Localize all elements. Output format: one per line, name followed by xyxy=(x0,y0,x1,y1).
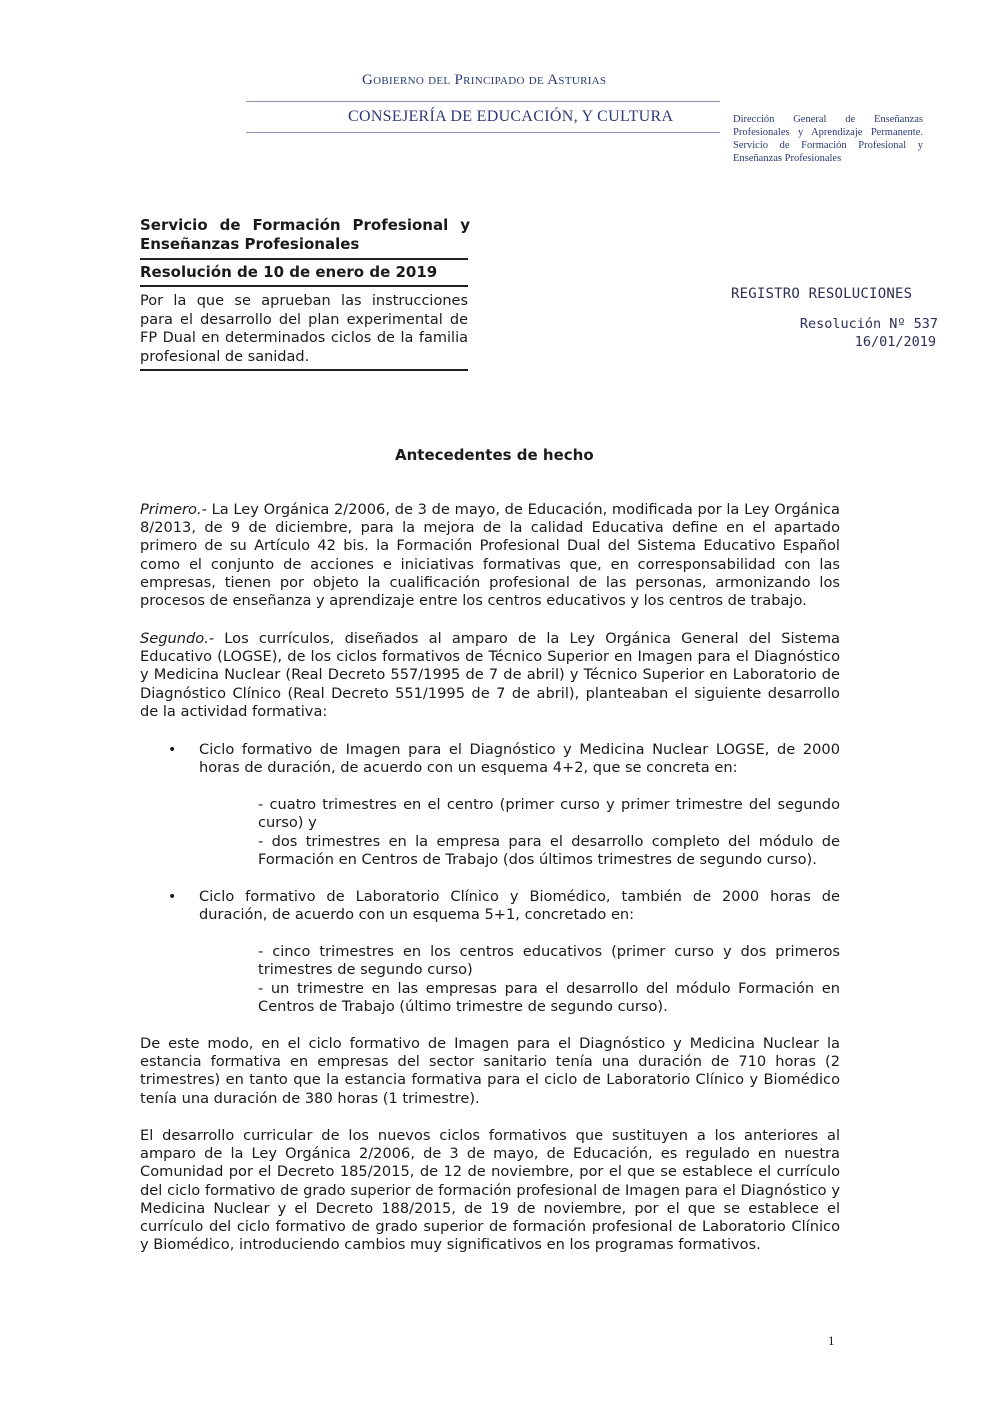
servicio-title: Servicio de Formación Profesional y Enseñanzas Profesionales xyxy=(140,216,470,253)
segundo-text: - Los currículos, diseñados al amparo de la Ley Orgánica General del Sistema Educativo (LOGSE), de los ciclos formativos de Técnico Superior en Imagen para el Diagnóstico y Medicina Nuclear (Real Decreto 557/1995 de 7 de abril) y Técnico Superior en Laboratorio de Diagnóstico Clínico (Real Decreto 551/1995 de 7 de abril), planteaban el siguiente desarrollo de la actividad formativa: xyxy=(140,630,840,720)
primero-label: Primero. xyxy=(140,501,202,518)
bullet-item-imagen: Ciclo formativo de Imagen para el Diagnóstico y Medicina Nuclear LOGSE, de 2000 horas de duración, de acuerdo con un esquema 4+2, que se concreta en: xyxy=(199,741,840,777)
bullet-subitem: - cinco trimestres en los centros educativos (primer curso y dos primeros trimestres de segundo curso) xyxy=(258,943,840,979)
letterhead-divider-bottom xyxy=(246,132,720,133)
primero-text: - La Ley Orgánica 2/2006, de 3 de mayo, de Educación, modificada por la Ley Orgánica 8/2013, de 9 de diciembre, para la mejora de la calidad Educativa define en el apartado primero de su Artículo 42 bis. la Formación Profesional Dual del Sistema Educativo Español como el conjunto de acciones e iniciativas formativas que, en corresponsabilidad con las empresas, tienen por objeto la cualificación profesional de las personas, armonizando los procesos de enseñanza y aprendizaje entre los centros educativos y los centros de trabajo. xyxy=(140,501,840,610)
letterhead-direccion: Dirección General de Enseñanzas Profesionales y Aprendizaje Permanente. Servicio de Formación Profesional y Enseñanzas Profesionales xyxy=(733,114,923,164)
paragraph-primero xyxy=(140,501,840,610)
header-rule-3 xyxy=(140,369,468,371)
section-heading: Antecedentes de hecho xyxy=(395,446,594,464)
segundo-label: Segundo. xyxy=(140,630,209,647)
bullet-marker: • xyxy=(168,889,177,905)
stamp-number: Resolución Nº 537 xyxy=(799,316,938,332)
bullet-marker: • xyxy=(168,742,177,758)
paragraph-desarrollo-curricular: El desarrollo curricular de los nuevos ciclos formativos que sustituyen a los anteriores al amparo de la Ley Orgánica 2/2006, de 3 de mayo, de Educación, es regulado en nuestra Comunidad por el Decreto 185/2015, de 12 de noviembre, por el que se establece el currículo del ciclo formativo de grado superior de formación profesional de Imagen para el Diagnóstico y Medicina Nuclear y el Decreto 188/2015, de 19 de noviembre, por el que se establece el currículo del ciclo formativo de grado superior de formación profesional de Laboratorio Clínico y Biomédico, introduciendo cambios muy significativos en los programas formativos. xyxy=(140,1127,840,1254)
letterhead-consejeria: CONSEJERÍA DE EDUCACIÓN, Y CULTURA xyxy=(348,108,674,125)
letterhead-gobierno: Gobierno del Principado de Asturias xyxy=(362,72,607,88)
bullet-subitem: - un trimestre en las empresas para el desarrollo del módulo Formación en Centros de Trabajo (último trimestre de segundo curso). xyxy=(258,980,840,1016)
letterhead-divider-top xyxy=(246,101,720,102)
resolucion-description: Por la que se aprueban las instrucciones para el desarrollo del plan experimental de FP Dual en determinados ciclos de la familia profesional de sanidad. xyxy=(140,293,468,365)
bullet-subitem: - dos trimestres en la empresa para el desarrollo completo del módulo de Formación en Centros de Trabajo (dos últimos trimestres de segundo curso). xyxy=(258,833,840,869)
header-rule-1 xyxy=(140,258,468,260)
stamp-date: 16/01/2019 xyxy=(854,334,936,350)
resolucion-title: Resolución de 10 de enero de 2019 xyxy=(140,263,438,281)
bullet-subitem: - cuatro trimestres en el centro (primer curso y primer trimestre del segundo curso) y xyxy=(258,796,840,832)
bullet-item-laboratorio: Ciclo formativo de Laboratorio Clínico y Biomédico, también de 2000 horas de duración, de acuerdo con un esquema 5+1, concretado en: xyxy=(199,888,840,924)
stamp-title: REGISTRO RESOLUCIONES xyxy=(731,286,913,302)
page-number: 1 xyxy=(828,1333,835,1348)
header-rule-2 xyxy=(140,285,468,287)
paragraph-de-este-modo: De este modo, en el ciclo formativo de Imagen para el Diagnóstico y Medicina Nuclear la estancia formativa en empresas del sector sanitario tenía una duración de 710 horas (2 trimestres) en tanto que la estancia formativa para el ciclo de Laboratorio Clínico y Biomédico tenía una duración de 380 horas (1 trimestre). xyxy=(140,1035,840,1107)
paragraph-segundo xyxy=(140,630,840,721)
